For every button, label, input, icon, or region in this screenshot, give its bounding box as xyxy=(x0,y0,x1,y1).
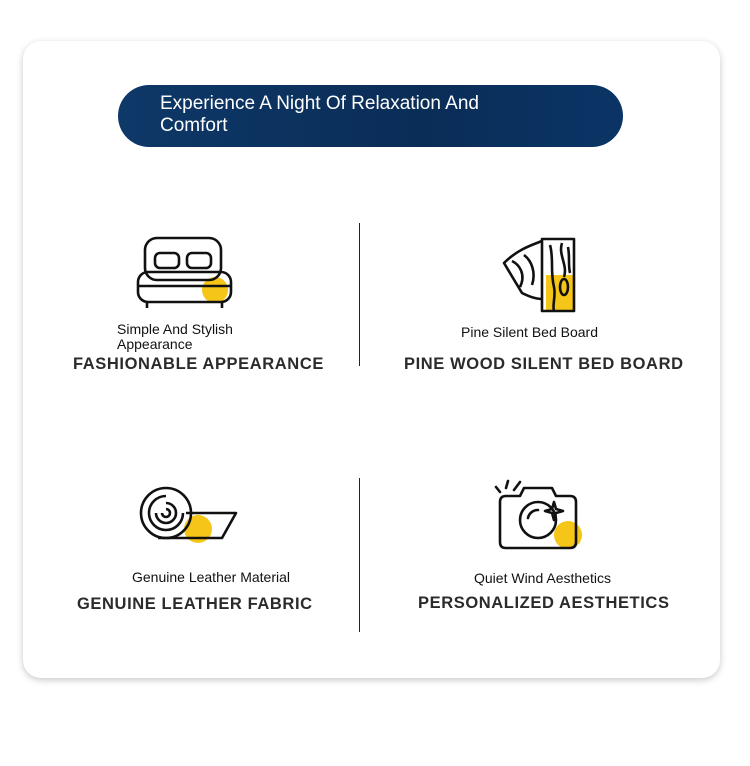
feature-subtitle-4: Quiet Wind Aesthetics xyxy=(474,570,611,586)
headline-text: Experience A Night Of Relaxation And Comfort xyxy=(160,93,479,136)
feature-title-3: GENUINE LEATHER FABRIC xyxy=(77,595,313,613)
divider-top xyxy=(359,223,360,366)
divider-bottom xyxy=(359,478,360,632)
headline-banner xyxy=(118,85,623,147)
wood-board-icon xyxy=(498,235,580,313)
camera-sparkle-icon xyxy=(494,478,586,552)
feature-subtitle-1: Simple And Stylish Appearance xyxy=(117,321,233,352)
feature-subtitle-2: Pine Silent Bed Board xyxy=(461,324,598,340)
feature-title-4: PERSONALIZED AESTHETICS xyxy=(418,594,670,612)
leather-roll-icon xyxy=(136,481,240,547)
feature-title-2: PINE WOOD SILENT BED BOARD xyxy=(404,355,684,373)
feature-subtitle-3: Genuine Leather Material xyxy=(132,569,290,585)
bed-icon xyxy=(133,234,237,310)
feature-title-1: FASHIONABLE APPEARANCE xyxy=(73,355,324,373)
